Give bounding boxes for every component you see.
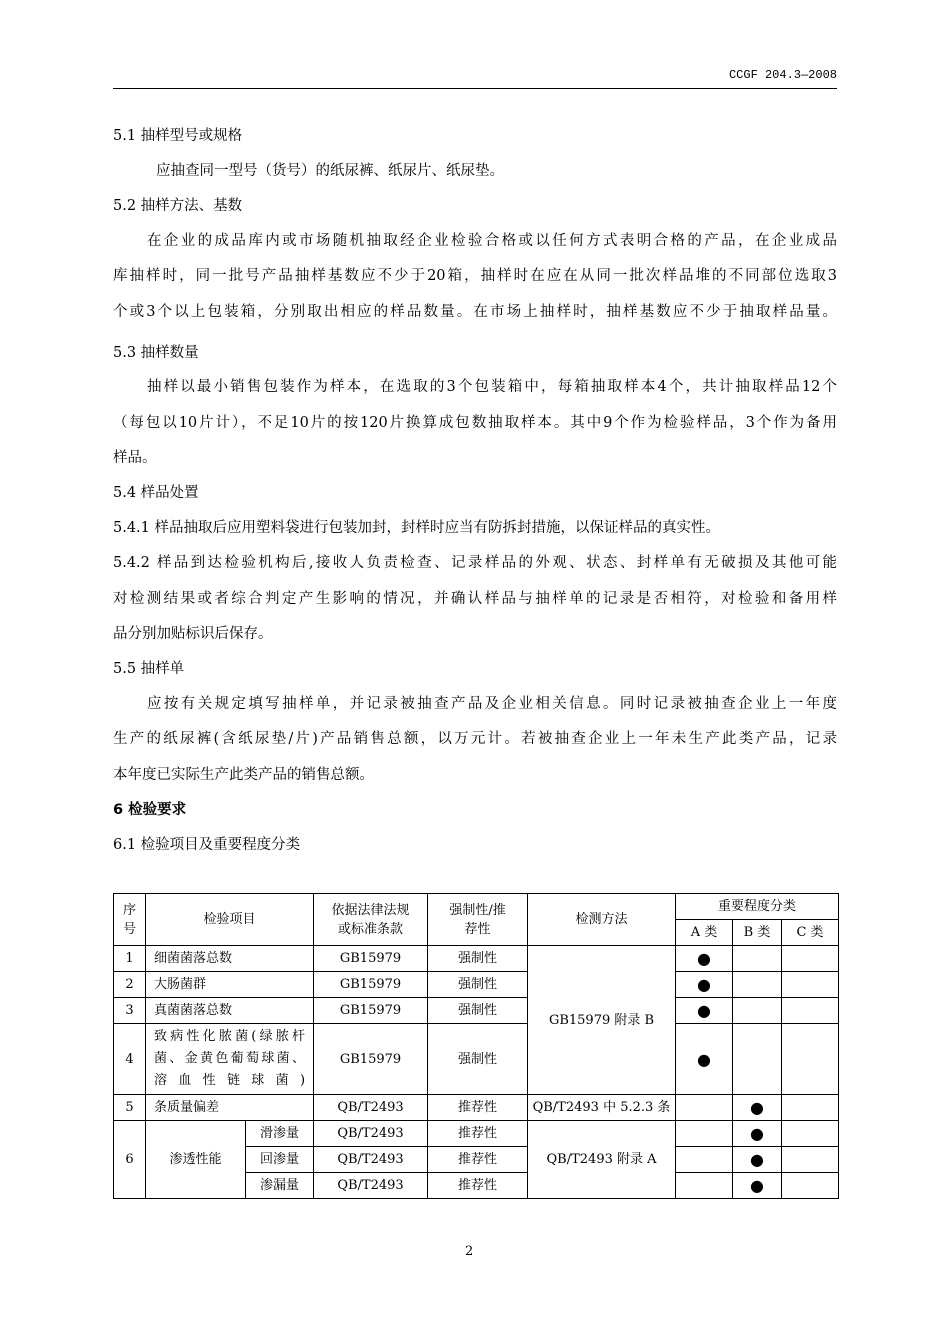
row-basis: GB15979 — [314, 946, 428, 972]
class-a-mark: ● — [676, 1024, 733, 1095]
row-mandatory: 强制性 — [428, 1024, 528, 1095]
class-b-cell — [733, 946, 782, 972]
section-5-1-text: 应抽查同一型号（货号）的纸尿裤、纸尿片、纸尿垫。 — [156, 163, 504, 179]
class-a-mark: ● — [676, 946, 733, 972]
class-c-cell — [782, 998, 839, 1024]
row-item: 致病性化脓菌(绿脓杆 菌、金黄色葡萄球菌、 溶血性链球菌) — [146, 1024, 314, 1095]
table-row — [114, 1121, 839, 1147]
row-no: 2 — [114, 972, 146, 998]
table-row — [114, 1095, 839, 1121]
row-method: QB/T2493 附录 A — [528, 1121, 676, 1199]
class-b-mark: ● — [733, 1121, 782, 1147]
row-no: 5 — [114, 1095, 146, 1121]
section-6-1-title: 6.1 检验项目及重要程度分类 — [113, 837, 301, 853]
row-method: QB/T2493 中 5.2.3 条 — [528, 1095, 676, 1121]
section-5-3-title: 5.3 抽样数量 — [113, 345, 199, 361]
row-mandatory: 强制性 — [428, 946, 528, 972]
row-subitem: 滑渗量 — [246, 1121, 314, 1147]
row-no: 4 — [114, 1024, 146, 1095]
class-b-cell — [733, 972, 782, 998]
class-a-mark: ● — [676, 972, 733, 998]
class-c-cell — [782, 972, 839, 998]
table-header-row — [114, 894, 839, 920]
class-b-mark: ● — [733, 1095, 782, 1121]
section-5-4-2-line3: 品分别加贴标识后保存。 — [113, 626, 273, 642]
class-c-cell — [782, 946, 839, 972]
section-5-5-line1: 应按有关规定填写抽样单，并记录被抽查产品及企业相关信息。同时记录被抽查企业上一年度 — [147, 696, 837, 712]
header-item: 检验项目 — [146, 894, 314, 946]
class-b-cell — [733, 1024, 782, 1095]
table-row — [114, 998, 839, 1024]
row-subitem: 回渗量 — [246, 1147, 314, 1173]
row-basis: QB/T2493 — [314, 1173, 428, 1199]
section-5-3-line1: 抽样以最小销售包装作为样本，在选取的3个包装箱中，每箱抽取样本4个，共计抽取样品12个 — [147, 379, 837, 395]
row-mandatory: 推荐性 — [428, 1173, 528, 1199]
row-basis: QB/T2493 — [314, 1095, 428, 1121]
row-item: 渗透性能 — [146, 1121, 246, 1199]
row-subitem: 渗漏量 — [246, 1173, 314, 1199]
row-mandatory: 推荐性 — [428, 1121, 528, 1147]
section-5-4-title: 5.4 样品处置 — [113, 485, 199, 501]
row-basis: QB/T2493 — [314, 1121, 428, 1147]
row-no: 3 — [114, 998, 146, 1024]
row-item: 细菌菌落总数 — [146, 946, 314, 972]
section-5-4-1: 5.4.1 样品抽取后应用塑料袋进行包装加封，封样时应当有防拆封措施，以保证样品的真实性。 — [113, 520, 720, 536]
header-class-b: B 类 — [733, 920, 782, 946]
page-header — [113, 66, 837, 89]
row-method: GB15979 附录 B — [528, 946, 676, 1095]
section-6-title: 6 检验要求 — [113, 802, 187, 818]
row-mandatory: 推荐性 — [428, 1095, 528, 1121]
section-5-5-line3: 本年度已实际生产此类产品的销售总额。 — [113, 767, 374, 783]
row-item: 真菌菌落总数 — [146, 998, 314, 1024]
table-row — [114, 1024, 839, 1095]
class-c-cell — [782, 1024, 839, 1095]
row-no: 6 — [114, 1121, 146, 1199]
header-seq: 序 号 — [114, 894, 146, 946]
class-c-cell — [782, 1173, 839, 1199]
class-b-cell — [733, 998, 782, 1024]
row-basis: GB15979 — [314, 1024, 428, 1095]
section-5-5-line2: 生产的纸尿裤(含纸尿垫/片)产品销售总额，以万元计。若被抽查企业上一年未生产此类产品，记录 — [113, 731, 837, 747]
row-no: 1 — [114, 946, 146, 972]
header-importance: 重要程度分类 — [676, 894, 839, 920]
class-c-cell — [782, 1095, 839, 1121]
header-mandatory: 强制性/推 荐性 — [428, 894, 528, 946]
class-b-mark: ● — [733, 1147, 782, 1173]
doc-code: CCGF 204.3—2008 — [728, 68, 837, 82]
header-class-a: A 类 — [676, 920, 733, 946]
page-number: 2 — [465, 1244, 474, 1259]
inspection-table — [113, 893, 839, 1199]
class-a-mark: ● — [676, 998, 733, 1024]
section-5-1-title: 5.1 抽样型号或规格 — [113, 128, 243, 144]
header-class-c: C 类 — [782, 920, 839, 946]
row-item: 大肠菌群 — [146, 972, 314, 998]
section-5-5-title: 5.5 抽样单 — [113, 661, 185, 677]
row-basis: QB/T2493 — [314, 1147, 428, 1173]
table-row — [114, 972, 839, 998]
section-5-4-2-line2: 对检测结果或者综合判定产生影响的情况，并确认样品与抽样单的记录是否相符，对检验和备用样 — [113, 591, 837, 607]
row-mandatory: 强制性 — [428, 998, 528, 1024]
class-a-cell — [676, 1147, 733, 1173]
section-5-3-line3: 样品。 — [113, 450, 157, 466]
row-basis: GB15979 — [314, 972, 428, 998]
section-5-2-line2: 库抽样时，同一批号产品抽样基数应不少于20箱，抽样时在应在从同一批次样品堆的不同部位选取3 — [113, 268, 837, 284]
class-a-cell — [676, 1121, 733, 1147]
section-5-4-2-line1: 5.4.2 样品到达检验机构后,接收人负责检查、记录样品的外观、状态、封样单有无破损及其他可能 — [113, 555, 837, 571]
row-mandatory: 强制性 — [428, 972, 528, 998]
row-basis: GB15979 — [314, 998, 428, 1024]
class-b-mark: ● — [733, 1173, 782, 1199]
section-5-2-line1: 在企业的成品库内或市场随机抽取经企业检验合格或以任何方式表明合格的产品，在企业成品 — [147, 233, 837, 249]
section-5-2-line3: 个或3个以上包装箱，分别取出相应的样品数量。在市场上抽样时，抽样基数应不少于抽取样品量。 — [113, 304, 837, 320]
section-5-3-line2: （每包以10片计），不足10片的按120片换算成包数抽取样本。其中9个作为检验样品，3个作为备用 — [113, 415, 837, 431]
row-mandatory: 推荐性 — [428, 1147, 528, 1173]
header-method: 检测方法 — [528, 894, 676, 946]
class-a-cell — [676, 1173, 733, 1199]
row-item: 条质量偏差 — [146, 1095, 314, 1121]
section-5-2-title: 5.2 抽样方法、基数 — [113, 198, 243, 214]
header-basis: 依据法律法规 或标准条款 — [314, 894, 428, 946]
class-a-cell — [676, 1095, 733, 1121]
table-row — [114, 946, 839, 972]
class-c-cell — [782, 1147, 839, 1173]
class-c-cell — [782, 1121, 839, 1147]
